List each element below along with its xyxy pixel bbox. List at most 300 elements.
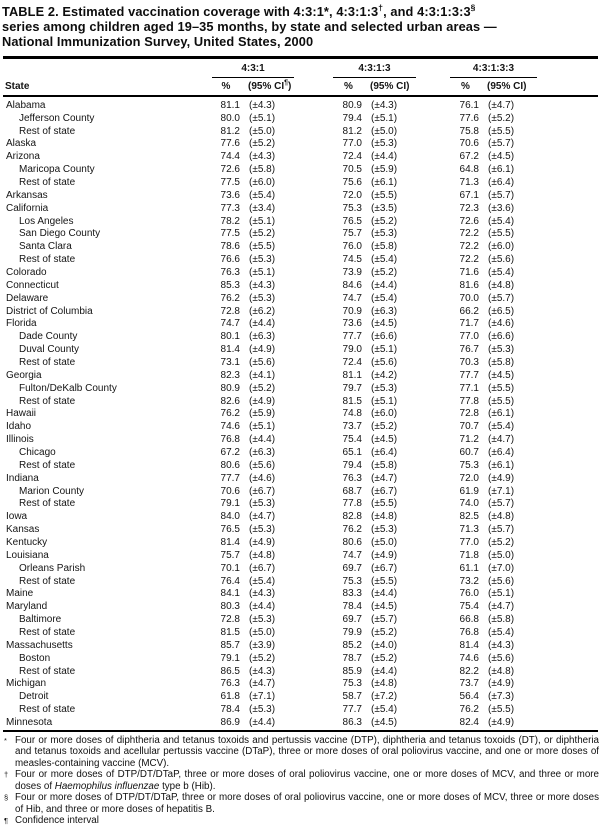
column-spacer bbox=[418, 164, 452, 177]
column-spacer bbox=[418, 357, 452, 370]
column-spacer bbox=[296, 318, 335, 331]
ci-4313: (±7.2) bbox=[371, 691, 398, 703]
ci-4313: (±5.2) bbox=[371, 652, 398, 664]
pct-431: 79.1 bbox=[220, 652, 240, 664]
ci-431: (±5.5) bbox=[249, 241, 276, 253]
pct-43133: 82.2 bbox=[459, 665, 479, 677]
ci-4313: (±5.8) bbox=[371, 241, 398, 253]
ci-431: (±4.3) bbox=[249, 665, 276, 677]
column-spacer bbox=[296, 498, 335, 511]
ci-431: (±4.3) bbox=[249, 279, 276, 291]
table-row bbox=[2, 691, 599, 704]
pct-431: 81.4 bbox=[220, 537, 240, 548]
pct-43133: 72.2 bbox=[459, 241, 479, 253]
column-spacer bbox=[418, 678, 452, 691]
ci-43133: (±5.8) bbox=[488, 356, 515, 368]
row-area-label: Duval County bbox=[19, 344, 80, 356]
pct-431: 76.2 bbox=[220, 408, 240, 420]
pct-431: 80.1 bbox=[220, 331, 240, 343]
pct-4313: 72.4 bbox=[342, 151, 362, 163]
row-area-label: Hawaii bbox=[6, 408, 37, 420]
ci-43133: (±6.1) bbox=[488, 164, 515, 176]
pct-43133: 56.4 bbox=[459, 691, 479, 703]
table-row bbox=[2, 203, 599, 216]
column-spacer bbox=[418, 113, 452, 126]
ci-43133: (±4.7) bbox=[488, 99, 515, 111]
ci-431: (±5.0) bbox=[249, 125, 276, 137]
column-spacer bbox=[296, 357, 335, 370]
column-spacer bbox=[296, 678, 335, 691]
row-area-label: Dade County bbox=[19, 331, 78, 343]
row-area-label: Fulton/DeKalb County bbox=[19, 382, 117, 394]
table-row bbox=[2, 254, 599, 267]
pct-4313: 80.6 bbox=[342, 537, 362, 548]
pct-43133: 71.3 bbox=[459, 176, 479, 188]
pct-4313: 79.7 bbox=[342, 382, 362, 394]
ci-43133: (±5.7) bbox=[488, 524, 515, 536]
column-spacer bbox=[418, 318, 452, 331]
column-spacer bbox=[418, 344, 452, 357]
column-spacer bbox=[418, 434, 452, 447]
pct-431: 77.5 bbox=[220, 176, 240, 188]
pct-column-header-431: % bbox=[221, 80, 231, 92]
pct-4313: 69.7 bbox=[342, 614, 362, 626]
top-rule bbox=[3, 56, 598, 59]
ci-4313: (±3.5) bbox=[371, 202, 398, 214]
column-header-row bbox=[2, 78, 599, 95]
column-spacer bbox=[418, 241, 452, 254]
ci-4313: (±4.4) bbox=[371, 588, 398, 600]
pct-43133: 74.6 bbox=[459, 652, 479, 664]
column-spacer bbox=[296, 537, 335, 550]
pct-431: 80.6 bbox=[220, 459, 240, 471]
ci-431: (±5.0) bbox=[249, 627, 276, 639]
column-spacer bbox=[418, 460, 452, 473]
table-row bbox=[2, 383, 599, 396]
ci-43133: (±6.1) bbox=[488, 459, 515, 471]
pct-4313: 77.0 bbox=[342, 138, 362, 150]
row-area-label: Boston bbox=[19, 652, 51, 664]
pct-4313: 75.7 bbox=[342, 228, 362, 240]
ci-43133: (±4.8) bbox=[488, 511, 515, 523]
column-spacer bbox=[296, 576, 335, 589]
ci-43133: (±4.7) bbox=[488, 434, 515, 446]
row-area-label: Orleans Parish bbox=[19, 562, 86, 574]
row-area-label: Rest of state bbox=[19, 665, 76, 677]
table-row bbox=[2, 498, 599, 511]
column-spacer bbox=[418, 717, 452, 730]
column-spacer bbox=[296, 151, 335, 164]
ci-43133: (±5.5) bbox=[488, 395, 515, 407]
pct-4313: 78.4 bbox=[342, 601, 362, 613]
pct-4313: 85.9 bbox=[342, 665, 362, 677]
ci-431: (±4.8) bbox=[249, 549, 276, 561]
column-spacer bbox=[296, 550, 335, 563]
ci-431: (±5.2) bbox=[249, 138, 276, 150]
column-spacer bbox=[296, 486, 335, 499]
table-row bbox=[2, 306, 599, 319]
column-spacer bbox=[296, 627, 335, 640]
ci-4313: (±6.6) bbox=[371, 331, 398, 343]
ci-43133: (±6.6) bbox=[488, 331, 515, 343]
pct-4313: 75.6 bbox=[342, 176, 362, 188]
footnote-text: Four or more doses of DTP/DT/DTaP, three or more doses of oral poliovirus vaccine, one or more doses of MCV, three or more doses of Hib, and three or more doses of hepatitis B. bbox=[15, 792, 599, 815]
ci-4313: (±5.5) bbox=[371, 575, 398, 587]
pct-43133: 71.7 bbox=[459, 318, 479, 330]
pct-431: 80.9 bbox=[220, 382, 240, 394]
pct-4313: 81.2 bbox=[342, 125, 362, 137]
pct-4313: 76.5 bbox=[342, 215, 362, 227]
pct-4313: 83.3 bbox=[342, 588, 362, 600]
ci-431: (±4.3) bbox=[249, 151, 276, 163]
pct-4313: 75.4 bbox=[342, 434, 362, 446]
pct-4313: 75.3 bbox=[342, 202, 362, 214]
pct-431: 76.4 bbox=[220, 575, 240, 587]
ci-43133: (±5.6) bbox=[488, 575, 515, 587]
column-spacer bbox=[418, 138, 452, 151]
ci-43133: (±5.2) bbox=[488, 112, 515, 124]
row-area-label: Georgia bbox=[6, 369, 42, 381]
column-spacer bbox=[418, 421, 452, 434]
row-area-label: Alabama bbox=[6, 99, 46, 111]
ci-43133: (±7.3) bbox=[488, 691, 515, 703]
ci-43133: (±7.0) bbox=[488, 562, 515, 574]
ci-431: (±5.2) bbox=[249, 652, 276, 664]
dagger-footnote-symbol: † bbox=[4, 770, 9, 780]
pct-43133: 82.5 bbox=[459, 511, 479, 523]
series-group-header bbox=[2, 63, 599, 78]
asterisk-footnote-symbol: * bbox=[4, 736, 7, 746]
pct-431: 77.7 bbox=[220, 472, 240, 484]
pct-4313: 69.7 bbox=[342, 562, 362, 574]
column-spacer bbox=[418, 306, 452, 319]
table-row bbox=[2, 421, 599, 434]
row-area-label: Connecticut bbox=[6, 279, 59, 291]
pct-431: 79.1 bbox=[220, 498, 240, 510]
ci-431: (±4.9) bbox=[249, 395, 276, 407]
pilcrow-footnote-symbol: ¶ bbox=[4, 815, 9, 825]
pct-431: 76.6 bbox=[220, 254, 240, 266]
bottom-rule bbox=[3, 730, 598, 732]
pct-431: 86.5 bbox=[220, 665, 240, 677]
footnote-hepb-series bbox=[2, 792, 599, 815]
footnote-text: Four or more doses of DTP/DT/DTaP, three or more doses of oral poliovirus vaccine, one or more doses of MCV, and three or more doses of Haemophilus influenzae type b (Hib). bbox=[15, 769, 599, 792]
pct-431: 76.5 bbox=[220, 524, 240, 536]
row-area-label: Delaware bbox=[6, 292, 49, 304]
ci-4313: (±5.1) bbox=[371, 112, 398, 124]
pct-43133: 71.6 bbox=[459, 266, 479, 278]
ci-column-header-4313: (95% CI) bbox=[370, 80, 410, 92]
ci-4313: (±4.5) bbox=[371, 717, 398, 729]
table-row bbox=[2, 550, 599, 563]
pct-43133: 73.7 bbox=[459, 678, 479, 690]
ci-4313: (±5.3) bbox=[371, 138, 398, 150]
row-area-label: Rest of state bbox=[19, 627, 76, 639]
footnote-hib-series bbox=[2, 769, 599, 792]
column-spacer bbox=[418, 588, 452, 601]
row-area-label: Rest of state bbox=[19, 356, 76, 368]
ci-43133: (±6.4) bbox=[488, 176, 515, 188]
pct-431: 75.7 bbox=[220, 549, 240, 561]
ci-43133: (±5.7) bbox=[488, 189, 515, 201]
ci-4313: (±4.5) bbox=[371, 318, 398, 330]
table-row bbox=[2, 666, 599, 679]
pct-43133: 76.0 bbox=[459, 588, 479, 600]
ci-43133: (±4.8) bbox=[488, 279, 515, 291]
ci-43133: (±6.5) bbox=[488, 305, 515, 317]
ci-431: (±5.4) bbox=[249, 189, 276, 201]
ci-431: (±5.1) bbox=[249, 421, 276, 433]
pct-431: 82.3 bbox=[220, 369, 240, 381]
group-header-4313: 4:3:1:3 bbox=[333, 63, 416, 78]
pct-43133: 81.4 bbox=[459, 639, 479, 651]
pct-4313: 79.4 bbox=[342, 459, 362, 471]
pct-43133: 72.6 bbox=[459, 215, 479, 227]
pct-column-header-43133: % bbox=[461, 80, 470, 92]
ci-43133: (±4.6) bbox=[488, 318, 515, 330]
ci-4313: (±4.9) bbox=[371, 549, 398, 561]
pct-43133: 81.6 bbox=[459, 279, 479, 291]
row-area-label: Rest of state bbox=[19, 498, 76, 510]
pct-4313: 68.7 bbox=[342, 485, 362, 497]
column-spacer bbox=[296, 717, 335, 730]
ci-4313: (±6.3) bbox=[371, 305, 398, 317]
pct-4313: 79.9 bbox=[342, 627, 362, 639]
dagger-footnote-symbol: † bbox=[378, 2, 384, 13]
table-row bbox=[2, 241, 599, 254]
column-spacer bbox=[418, 550, 452, 563]
column-spacer bbox=[418, 666, 452, 679]
pct-4313: 81.1 bbox=[342, 369, 362, 381]
ci-4313: (±6.1) bbox=[371, 176, 398, 188]
ci-431: (±5.1) bbox=[249, 215, 276, 227]
column-spacer bbox=[296, 601, 335, 614]
pct-43133: 66.8 bbox=[459, 614, 479, 626]
column-spacer bbox=[296, 203, 335, 216]
pct-4313: 77.7 bbox=[342, 331, 362, 343]
ci-column-header-43133: (95% CI) bbox=[487, 80, 527, 92]
ci-431: (±5.1) bbox=[249, 112, 276, 124]
column-spacer bbox=[418, 640, 452, 653]
row-area-label: Jefferson County bbox=[19, 112, 95, 124]
row-area-label: Detroit bbox=[19, 691, 49, 703]
pct-431: 73.1 bbox=[220, 356, 240, 368]
table-row bbox=[2, 486, 599, 499]
pct-4313: 85.2 bbox=[342, 639, 362, 651]
pct-43133: 72.0 bbox=[459, 472, 479, 484]
pct-431: 77.6 bbox=[220, 138, 240, 150]
pct-431: 73.6 bbox=[220, 189, 240, 201]
row-area-label: California bbox=[6, 202, 49, 214]
table-row bbox=[2, 331, 599, 344]
column-spacer bbox=[296, 267, 335, 280]
pct-43133: 70.3 bbox=[459, 356, 479, 368]
column-spacer bbox=[296, 447, 335, 460]
column-spacer bbox=[418, 228, 452, 241]
ci-43133: (±4.5) bbox=[488, 369, 515, 381]
pct-4313: 70.5 bbox=[342, 164, 362, 176]
column-spacer bbox=[418, 704, 452, 717]
pct-43133: 67.1 bbox=[459, 189, 479, 201]
table-row bbox=[2, 460, 599, 473]
column-spacer bbox=[418, 511, 452, 524]
ci-431: (±6.7) bbox=[249, 485, 276, 497]
pct-43133: 77.7 bbox=[459, 369, 479, 381]
column-spacer bbox=[418, 216, 452, 229]
pct-43133: 72.8 bbox=[459, 408, 479, 420]
pct-431: 74.7 bbox=[220, 318, 240, 330]
pct-431: 81.2 bbox=[220, 125, 240, 137]
pct-43133: 71.8 bbox=[459, 549, 479, 561]
table-row bbox=[2, 678, 599, 691]
ci-4313: (±5.2) bbox=[371, 627, 398, 639]
table-row bbox=[2, 267, 599, 280]
ci-431: (±4.1) bbox=[249, 369, 276, 381]
ci-4313: (±5.2) bbox=[371, 266, 398, 278]
column-spacer bbox=[296, 434, 335, 447]
ci-43133: (±5.5) bbox=[488, 382, 515, 394]
ci-431: (±4.6) bbox=[249, 472, 276, 484]
column-spacer bbox=[418, 396, 452, 409]
pct-43133: 72.2 bbox=[459, 228, 479, 240]
row-area-label: Michigan bbox=[6, 678, 47, 690]
pct-4313: 76.0 bbox=[342, 241, 362, 253]
column-spacer bbox=[418, 473, 452, 486]
pct-43133: 71.2 bbox=[459, 434, 479, 446]
pct-431: 80.0 bbox=[220, 112, 240, 124]
row-area-label: Indiana bbox=[6, 472, 39, 484]
ci-4313: (±5.6) bbox=[371, 356, 398, 368]
ci-4313: (±5.1) bbox=[371, 395, 398, 407]
ci-431: (±6.3) bbox=[249, 331, 276, 343]
column-spacer bbox=[296, 164, 335, 177]
group-header-431: 4:3:1 bbox=[212, 63, 294, 78]
ci-4313: (±5.4) bbox=[371, 254, 398, 266]
pct-4313: 82.8 bbox=[342, 511, 362, 523]
pct-43133: 60.7 bbox=[459, 446, 479, 458]
row-area-label: Marion County bbox=[19, 485, 85, 497]
ci-4313: (±5.3) bbox=[371, 524, 398, 536]
pct-4313: 73.9 bbox=[342, 266, 362, 278]
pct-4313: 74.7 bbox=[342, 292, 362, 304]
column-spacer bbox=[296, 383, 335, 396]
ci-431: (±4.4) bbox=[249, 434, 276, 446]
column-spacer bbox=[418, 486, 452, 499]
pct-4313: 70.9 bbox=[342, 305, 362, 317]
pct-43133: 77.8 bbox=[459, 395, 479, 407]
column-spacer bbox=[418, 498, 452, 511]
column-spacer bbox=[418, 331, 452, 344]
column-spacer bbox=[296, 640, 335, 653]
column-spacer bbox=[418, 280, 452, 293]
row-area-label: Massachusetts bbox=[6, 639, 73, 651]
ci-4313: (±5.3) bbox=[371, 228, 398, 240]
pct-4313: 58.7 bbox=[342, 691, 362, 703]
ci-4313: (±5.7) bbox=[371, 614, 398, 626]
ci-4313: (±5.0) bbox=[371, 125, 398, 137]
pct-4313: 84.6 bbox=[342, 279, 362, 291]
table-row bbox=[2, 563, 599, 576]
ci-43133: (±5.5) bbox=[488, 704, 515, 716]
ci-431: (±5.4) bbox=[249, 575, 276, 587]
ci-431: (±5.9) bbox=[249, 408, 276, 420]
ci-431: (±5.6) bbox=[249, 459, 276, 471]
table-row bbox=[2, 357, 599, 370]
row-area-label: Colorado bbox=[6, 266, 47, 278]
pct-431: 76.3 bbox=[220, 266, 240, 278]
column-spacer bbox=[296, 524, 335, 537]
pct-43133: 76.2 bbox=[459, 704, 479, 716]
ci-431: (±5.1) bbox=[249, 266, 276, 278]
ci-43133: (±5.0) bbox=[488, 549, 515, 561]
ci-431: (±5.3) bbox=[249, 524, 276, 536]
table-row bbox=[2, 653, 599, 666]
pct-43133: 70.0 bbox=[459, 292, 479, 304]
ci-4313: (±6.0) bbox=[371, 408, 398, 420]
ci-431: (±4.4) bbox=[249, 601, 276, 613]
column-spacer bbox=[296, 331, 335, 344]
pct-43133: 66.2 bbox=[459, 305, 479, 317]
column-spacer bbox=[296, 241, 335, 254]
ci-431: (±4.3) bbox=[249, 99, 276, 111]
column-spacer bbox=[296, 653, 335, 666]
pct-4313: 81.5 bbox=[342, 395, 362, 407]
pct-43133: 77.0 bbox=[459, 537, 479, 548]
row-area-label: Los Angeles bbox=[19, 215, 74, 227]
pct-4313: 77.7 bbox=[342, 704, 362, 716]
row-area-label: Rest of state bbox=[19, 704, 76, 716]
ci-431: (±5.3) bbox=[249, 292, 276, 304]
pct-431: 61.8 bbox=[220, 691, 240, 703]
ci-431: (±4.4) bbox=[249, 717, 276, 729]
row-area-label: Rest of state bbox=[19, 459, 76, 471]
pct-4313: 75.3 bbox=[342, 575, 362, 587]
pct-43133: 75.8 bbox=[459, 125, 479, 137]
row-area-label: Rest of state bbox=[19, 176, 76, 188]
table-row bbox=[2, 576, 599, 589]
table-row bbox=[2, 408, 599, 421]
column-spacer bbox=[296, 344, 335, 357]
table-row bbox=[2, 177, 599, 190]
pct-431: 78.2 bbox=[220, 215, 240, 227]
table-row bbox=[2, 511, 599, 524]
pct-43133: 73.2 bbox=[459, 575, 479, 587]
title-line-3: National Immunization Survey, United States, 2000 bbox=[2, 34, 314, 49]
column-spacer bbox=[296, 190, 335, 203]
group-header-spacer bbox=[294, 63, 333, 78]
table-row bbox=[2, 190, 599, 203]
row-area-label: Chicago bbox=[19, 446, 56, 458]
pct-4313: 76.3 bbox=[342, 472, 362, 484]
table-row bbox=[2, 524, 599, 537]
ci-43133: (±4.9) bbox=[488, 717, 515, 729]
column-spacer bbox=[418, 190, 452, 203]
row-area-label: Maine bbox=[6, 588, 34, 600]
column-spacer bbox=[418, 524, 452, 537]
ci-4313: (±5.8) bbox=[371, 459, 398, 471]
table-row bbox=[2, 228, 599, 241]
row-area-label: Santa Clara bbox=[19, 241, 72, 253]
row-area-label: Rest of state bbox=[19, 125, 76, 137]
ci-4313: (±4.0) bbox=[371, 639, 398, 651]
footnote-text: Four or more doses of diphtheria and tetanus toxoids and pertussis vaccine (DTP), diphtheria and tetanus toxoids (DT), or diphtheria and tetanus toxoids and acellular pertussis vaccine (DTaP), three or more doses of oral poliovirus vaccine, and one or more doses of measles-containing vaccine (MCV). bbox=[15, 735, 599, 769]
pct-431: 72.8 bbox=[220, 305, 240, 317]
column-spacer bbox=[296, 254, 335, 267]
state-column-header: State bbox=[5, 80, 30, 92]
section-footnote-symbol: § bbox=[470, 2, 476, 13]
ci-4313: (±5.4) bbox=[371, 704, 398, 716]
ci-43133: (±5.8) bbox=[488, 614, 515, 626]
